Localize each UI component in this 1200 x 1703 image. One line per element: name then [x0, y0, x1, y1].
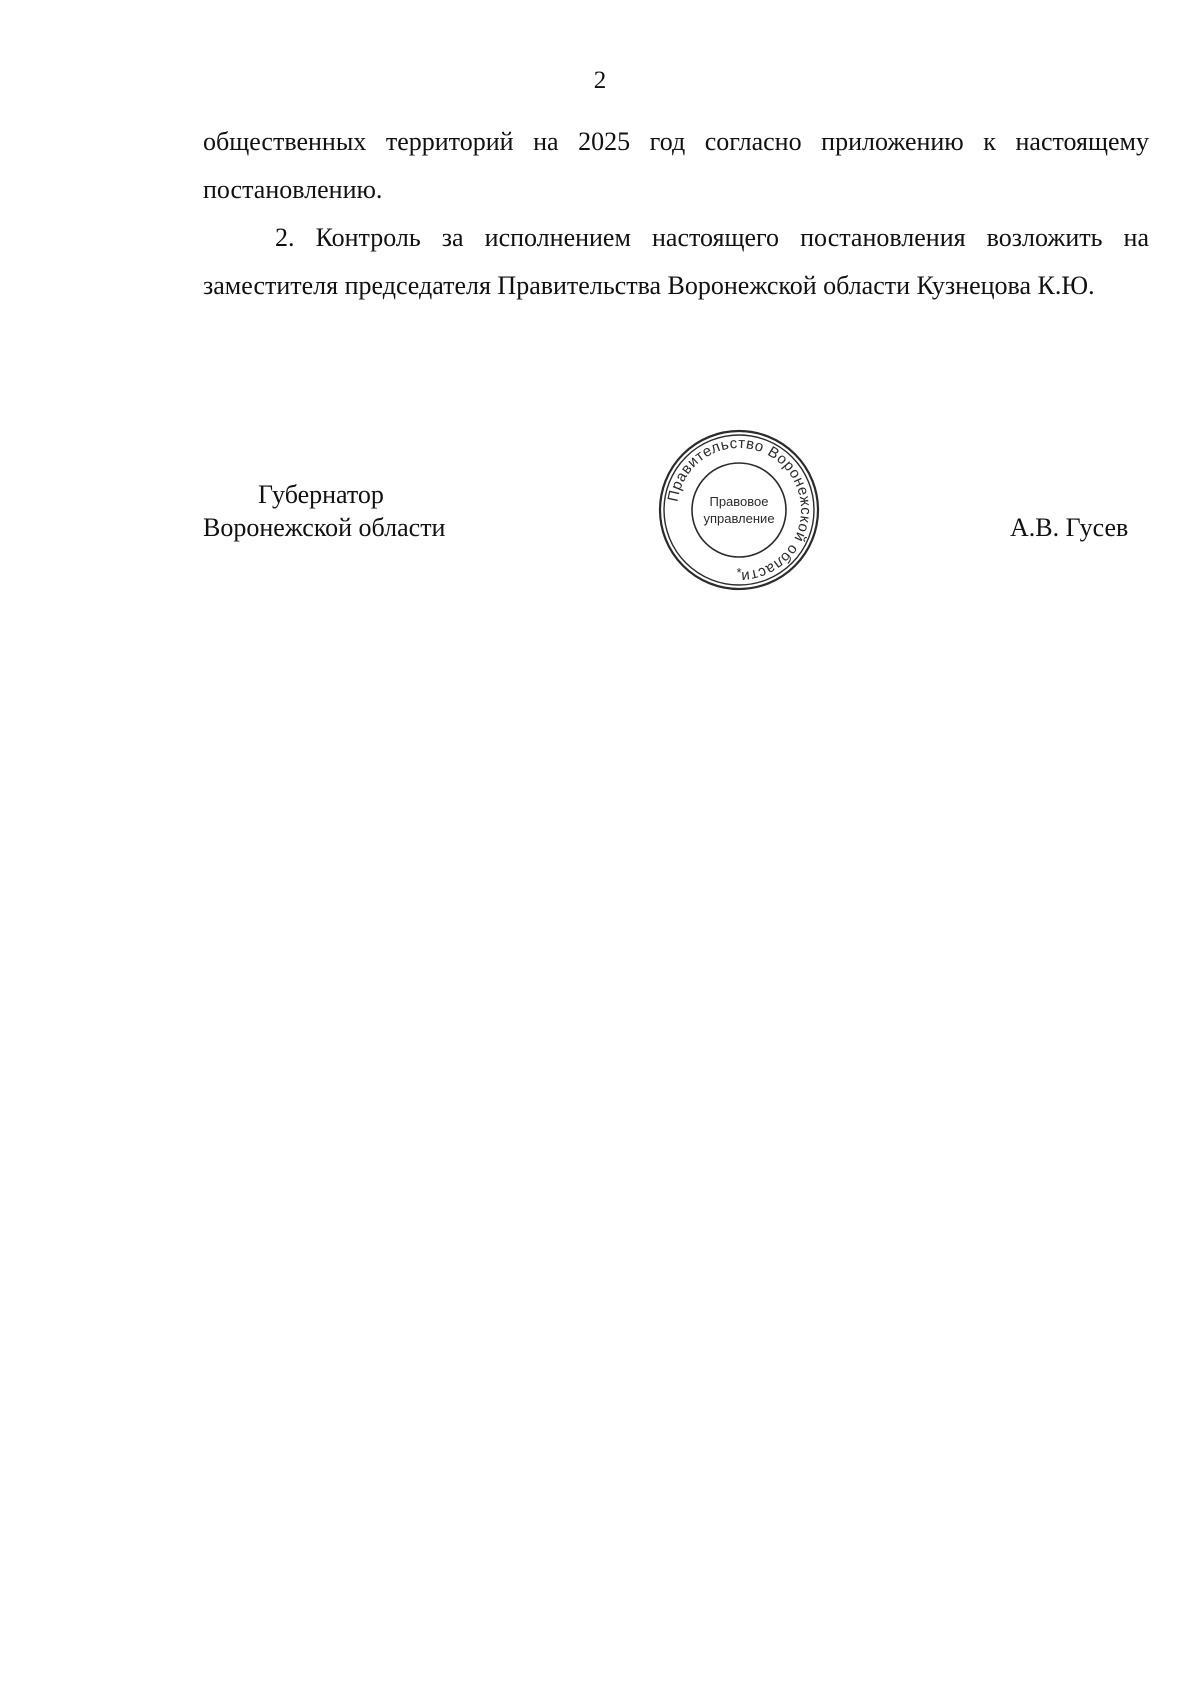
signatory-position: Губернатор [258, 480, 384, 509]
seal-center-line1: Правовое [709, 494, 769, 509]
seal-ring-textpath: Правительство Воронежской области [664, 434, 815, 586]
signatory-name: А.В. Гусев [1010, 513, 1129, 542]
seal-star: * [736, 565, 742, 580]
paragraph-continuation: общественных территорий на 2025 год согласно приложению к настоящему постановлению. [203, 127, 1149, 204]
signatory-title [203, 478, 445, 544]
document-body [203, 118, 1149, 310]
page-number: 2 [593, 67, 607, 94]
paragraph-item-2: 2. Контроль за исполнением настоящего постановления возложить на заместителя председателя Правительства Воронежской области Кузнецова К.Ю. [203, 223, 1149, 300]
seal-inner-ring [692, 463, 786, 557]
seal-center-line2: управление [703, 511, 775, 526]
official-seal [655, 426, 823, 594]
signatory-region: Воронежской области [203, 513, 446, 542]
